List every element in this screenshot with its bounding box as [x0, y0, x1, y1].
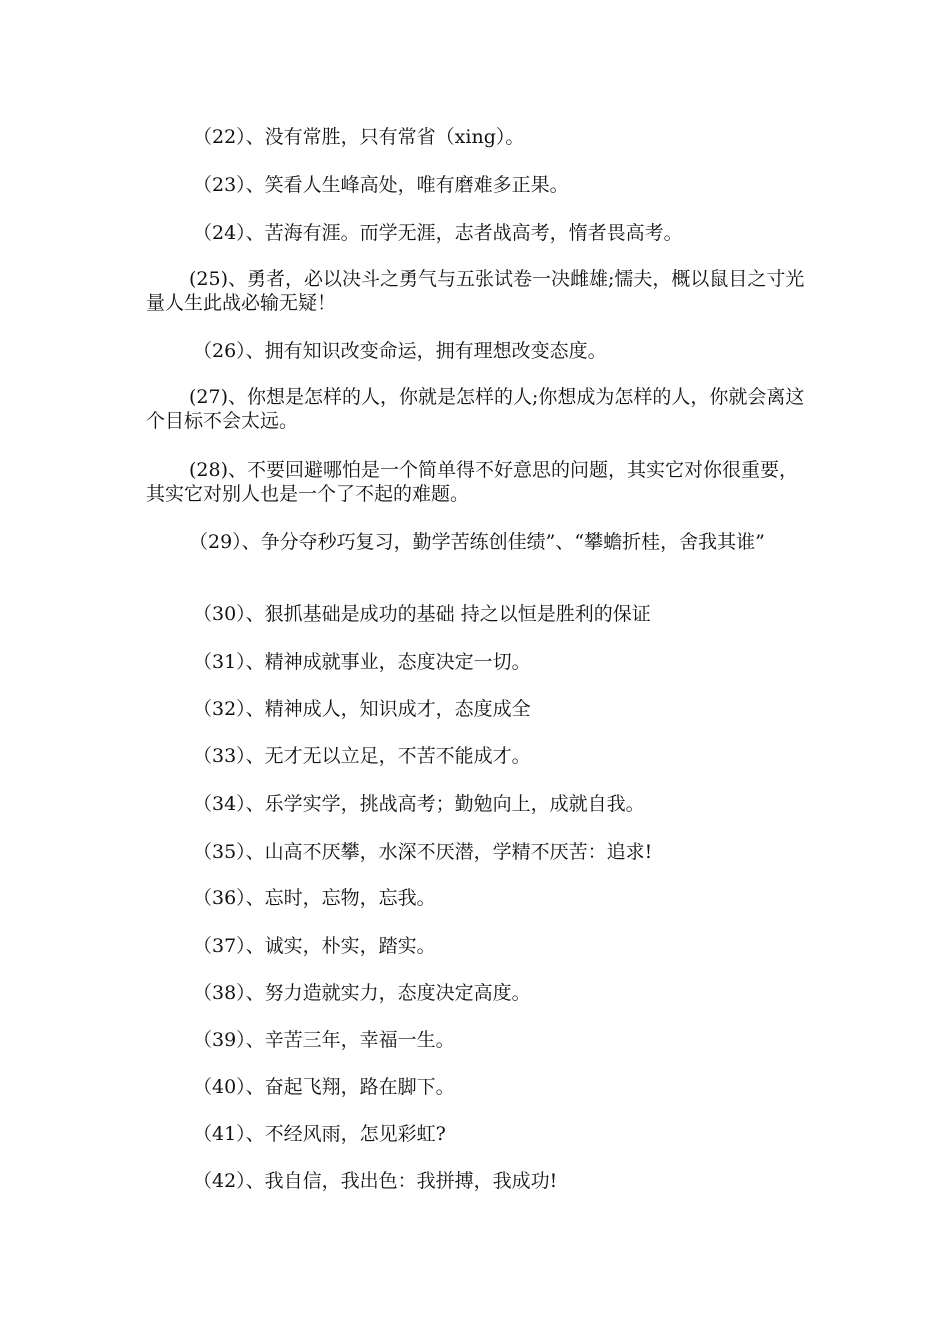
- list-item: （38）、努力造就实力，态度决定高度。: [193, 982, 531, 1004]
- list-item: （32）、精神成人，知识成才，态度成全: [193, 698, 531, 720]
- list-item: (25)、勇者，必以决斗之勇气与五张试卷一决雌雄;懦夫，概以鼠目之寸光量人生此战必输无疑！: [146, 268, 805, 314]
- list-item: （35）、山高不厌攀，水深不厌潜，学精不厌苦：追求!: [193, 841, 653, 863]
- list-item: （26）、拥有知识改变命运，拥有理想改变态度。: [193, 340, 607, 362]
- list-item: （39）、辛苦三年，幸福一生。: [193, 1029, 455, 1051]
- list-item: （40）、奋起飞翔，路在脚下。: [193, 1076, 455, 1098]
- list-item: （41）、不经风雨，怎见彩虹?: [193, 1123, 446, 1145]
- list-item: （29）、争分夺秒巧复习，勤学苦练创佳绩”、“攀蟾折桂，舍我其谁”: [189, 531, 765, 553]
- list-item: （33）、无才无以立足，不苦不能成才。: [193, 745, 531, 767]
- list-item: （23）、笑看人生峰高处，唯有磨难多正果。: [193, 174, 569, 196]
- list-item: (28)、不要回避哪怕是一个简单得不好意思的问题，其实它对你很重要，其实它对别人也是一个了不起的难题。: [146, 459, 799, 505]
- list-item: （31）、精神成就事业，态度决定一切。: [193, 651, 531, 673]
- list-item: （30）、狠抓基础是成功的基础 持之以恒是胜利的保证: [193, 603, 651, 625]
- list-item: （37）、诚实，朴实，踏实。: [193, 935, 436, 957]
- list-item: （36）、忘时，忘物，忘我。: [193, 887, 436, 909]
- list-item: （22）、没有常胜，只有常省（xing）。: [193, 126, 525, 148]
- list-item: （34）、乐学实学，挑战高考；勤勉向上，成就自我。: [193, 793, 645, 815]
- list-item: （42）、我自信，我出色：我拼搏，我成功!: [193, 1170, 558, 1192]
- list-item: (27)、你想是怎样的人，你就是怎样的人;你想成为怎样的人，你就会离这个目标不会太远。: [146, 386, 805, 432]
- list-item: （24）、苦海有涯。而学无涯，志者战高考，惰者畏高考。: [193, 222, 683, 244]
